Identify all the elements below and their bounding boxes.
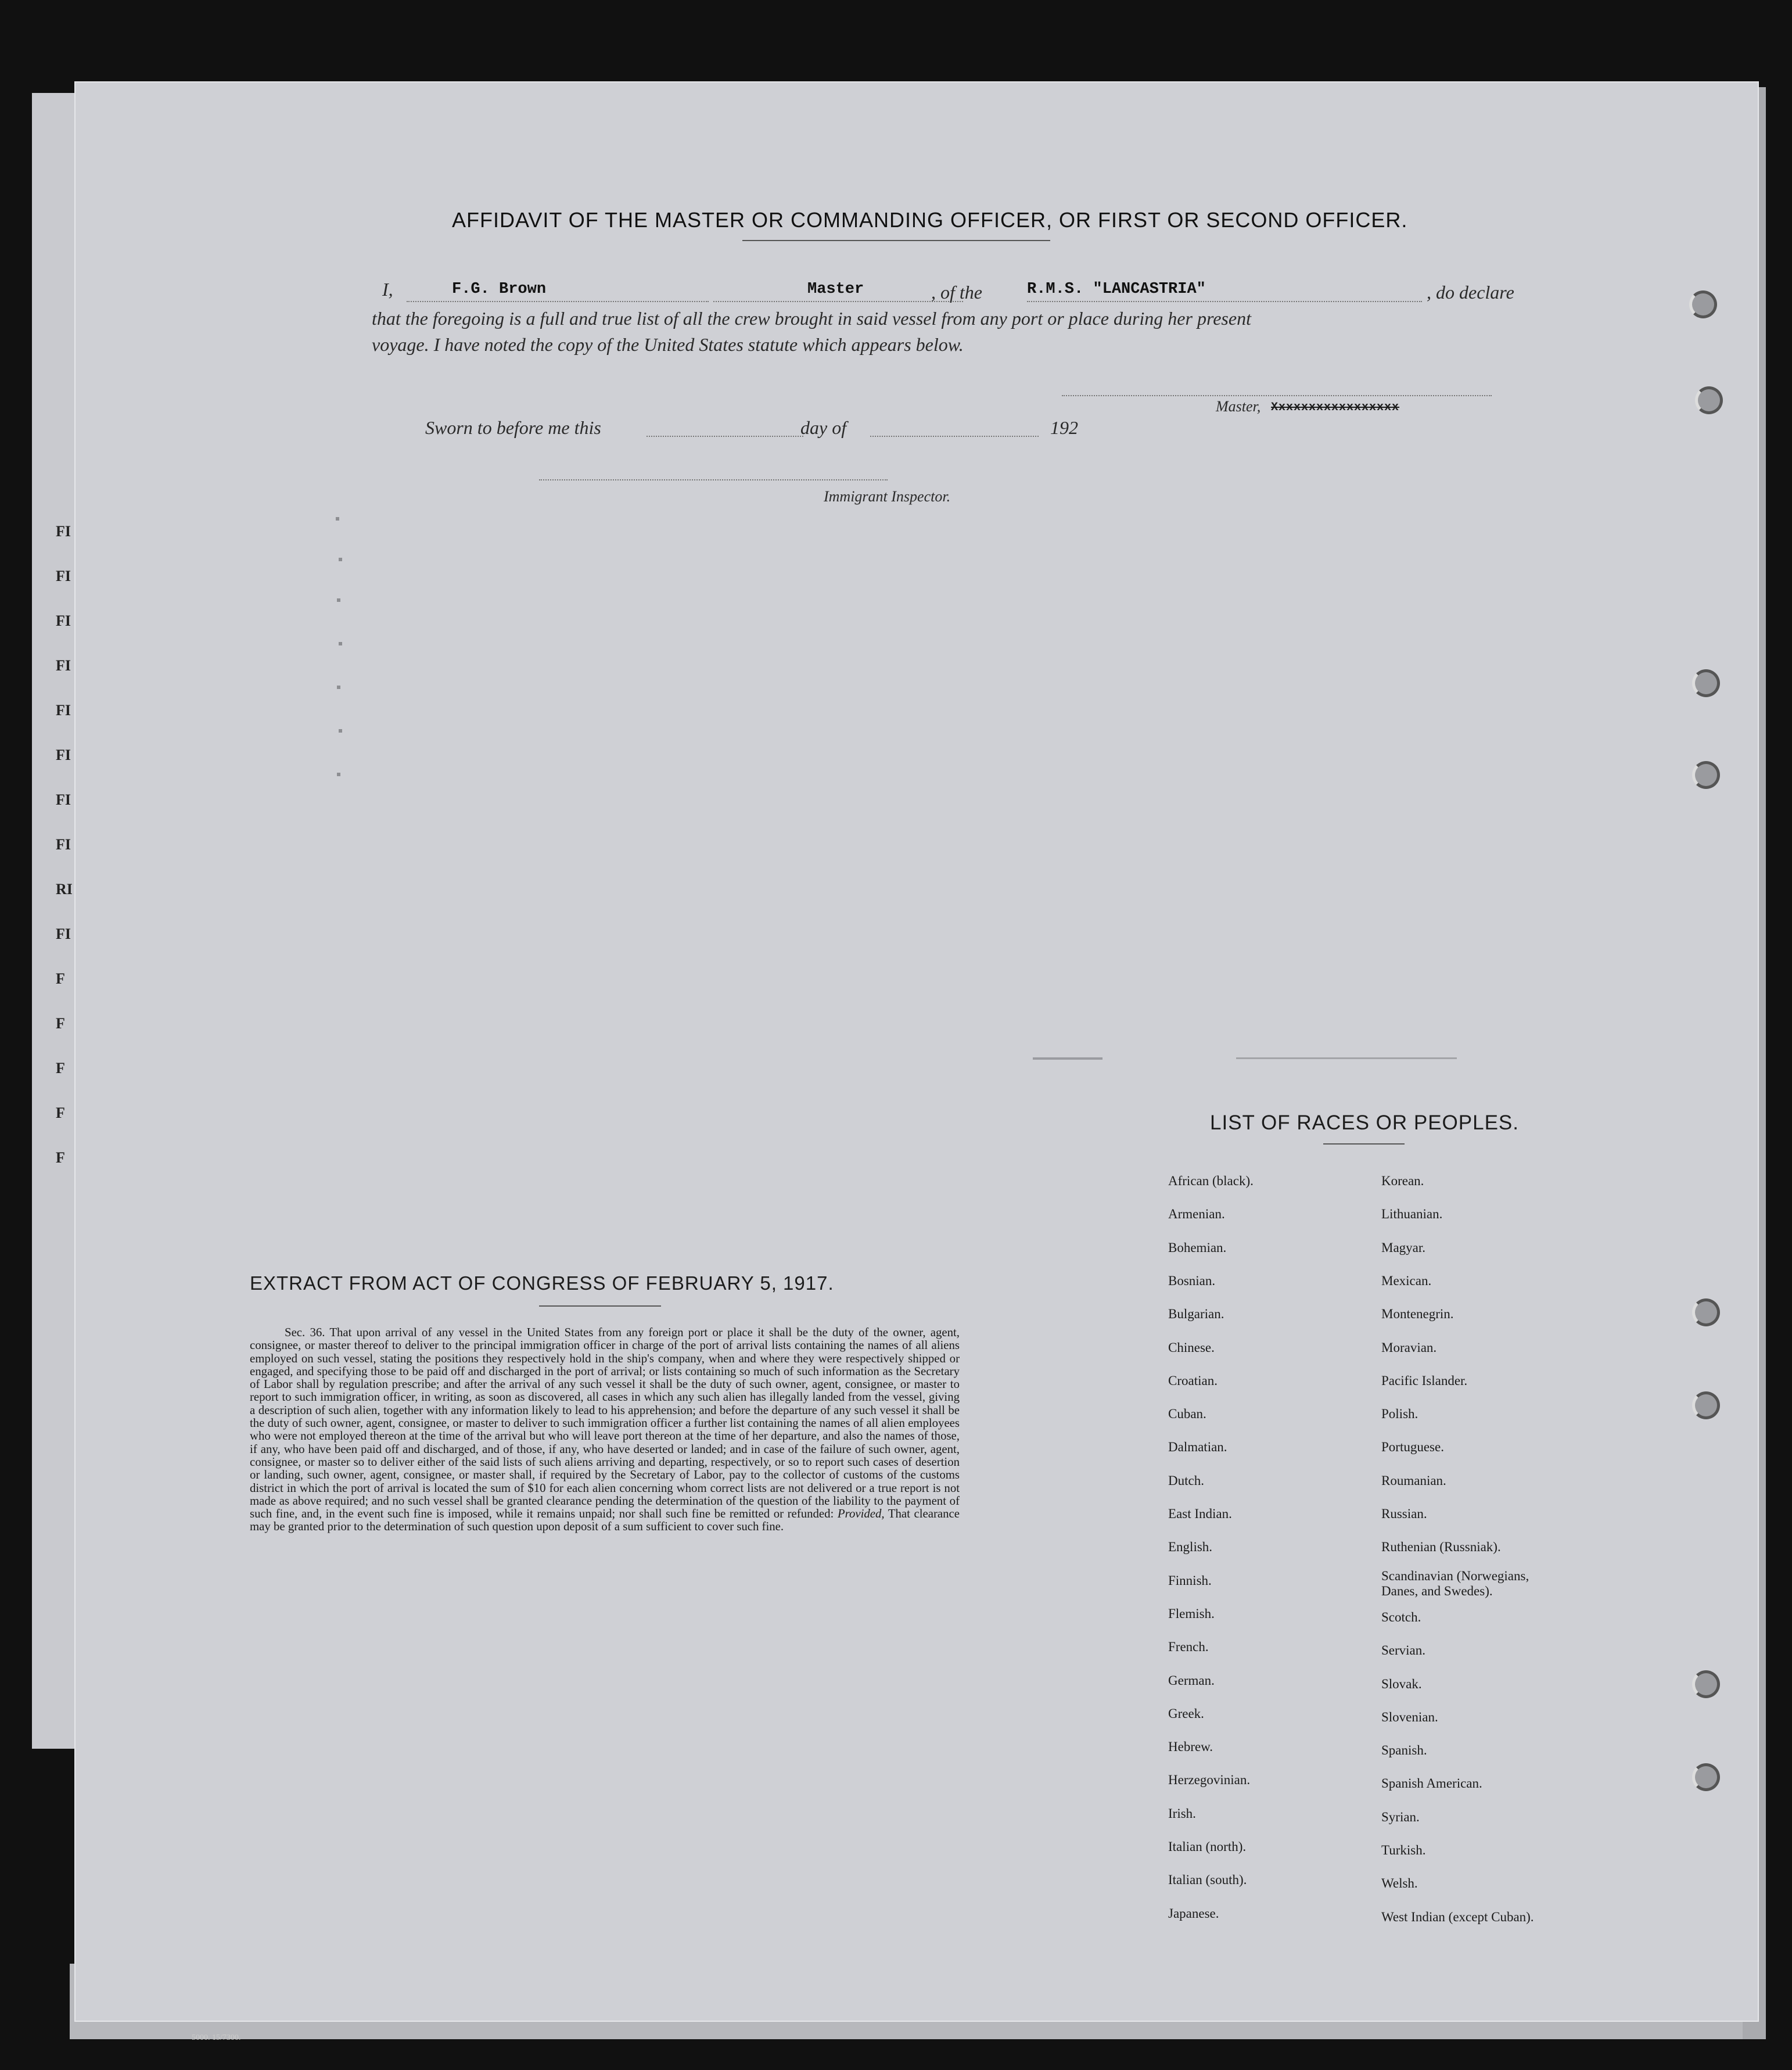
edge-mark: FI — [56, 612, 71, 629]
edge-mark: F — [56, 1015, 65, 1032]
edge-mark: FI — [56, 568, 71, 584]
rank-field-line — [713, 301, 963, 302]
races-title-divider — [1323, 1143, 1405, 1145]
vessel-field-line — [1027, 301, 1422, 302]
declare-label: , do declare — [1427, 282, 1514, 303]
race-item: Lithuanian. — [1381, 1207, 1443, 1222]
master-rank: Master — [807, 281, 864, 298]
edge-mark: FI — [56, 657, 71, 674]
faint-dash — [1033, 1057, 1103, 1060]
sworn-month-field — [870, 436, 1039, 437]
race-item: Pacific Islander. — [1381, 1373, 1468, 1388]
provided-text: That clearance may be granted prior to the determination of such question upon deposit of a sum sufficient to cover such fine. — [250, 1507, 960, 1534]
declarant-prefix: I, — [382, 279, 393, 300]
race-item: Armenian. — [1168, 1207, 1225, 1222]
provided-label: Provided, — [837, 1507, 885, 1521]
binder-hole-icon — [1692, 1391, 1720, 1419]
edge-mark: F — [56, 970, 65, 987]
edge-mark: FI — [56, 836, 71, 853]
race-item: Portuguese. — [1381, 1440, 1444, 1455]
edge-mark: RI — [56, 881, 73, 898]
binder-hole-icon — [1692, 761, 1720, 789]
edge-mark: FI — [56, 747, 71, 763]
race-item: Welsh. — [1381, 1876, 1418, 1891]
race-item: Italian (south). — [1168, 1872, 1247, 1888]
race-item: Roumanian. — [1381, 1473, 1446, 1488]
race-item: Mexican. — [1381, 1273, 1432, 1288]
race-item: Herzegovinian. — [1168, 1773, 1251, 1788]
race-item: Bosnian. — [1168, 1273, 1216, 1288]
edge-mark: F — [56, 1149, 65, 1166]
struck-title-text: Xxxxxxxxxxxxxxxxx — [1271, 401, 1400, 414]
sworn-day-field — [647, 436, 803, 437]
title-divider — [742, 240, 1050, 241]
race-item: Ruthenian (Russniak). — [1381, 1540, 1501, 1555]
race-item: Scotch. — [1381, 1609, 1421, 1624]
race-item: East Indian. — [1168, 1506, 1232, 1521]
edge-mark: FI — [56, 702, 71, 719]
race-item: Flemish. — [1168, 1606, 1215, 1621]
race-item: French. — [1168, 1640, 1209, 1655]
binder-hole-icon — [1692, 1763, 1720, 1791]
race-item: Bulgarian. — [1168, 1307, 1224, 1322]
vessel-name: R.M.S. "LANCASTRIA" — [1027, 281, 1206, 298]
of-the-label: , of the — [931, 282, 982, 303]
binder-hole-icon — [1689, 290, 1717, 318]
race-item: Chinese. — [1168, 1340, 1215, 1355]
race-item: Magyar. — [1381, 1240, 1426, 1255]
race-item: Cuban. — [1168, 1407, 1206, 1422]
declaration-line-2: that the foregoing is a full and true list of all the crew brought in said vessel from any port or place during her present — [372, 308, 1251, 329]
race-item: Spanish. — [1381, 1743, 1427, 1758]
race-item: Korean. — [1381, 1174, 1424, 1188]
race-item: English. — [1168, 1540, 1213, 1555]
edge-mark: FI — [56, 791, 71, 808]
race-item: Scandinavian (Norwegians, Danes, and Swedes). — [1381, 1568, 1529, 1598]
inspector-signature-line — [539, 479, 888, 480]
race-item: Finnish. — [1168, 1573, 1212, 1588]
edge-mark: FI — [56, 523, 71, 540]
binder-hole-icon — [1692, 669, 1720, 697]
binder-hole-icon — [1695, 386, 1723, 414]
edge-mark: FI — [56, 925, 71, 942]
extract-title-divider — [539, 1305, 661, 1307]
race-item: Hebrew. — [1168, 1739, 1213, 1755]
race-item: Slovak. — [1381, 1676, 1422, 1691]
declaration-line-3: voyage. I have noted the copy of the United States statute which appears below. — [372, 334, 964, 355]
race-item: Croatian. — [1168, 1373, 1218, 1388]
statute-text — [250, 1326, 960, 1534]
edge-mark: F — [56, 1060, 65, 1077]
races-title: LIST OF RACES OR PEOPLES. — [1210, 1111, 1520, 1134]
race-item: Bohemian. — [1168, 1240, 1227, 1255]
race-item: Slovenian. — [1381, 1709, 1438, 1724]
race-item: German. — [1168, 1673, 1215, 1688]
race-item: Syrian. — [1381, 1809, 1420, 1824]
immigrant-inspector-label: Immigrant Inspector. — [824, 488, 951, 505]
race-item: Russian. — [1381, 1506, 1427, 1521]
race-item: Dutch. — [1168, 1473, 1204, 1488]
faint-dash — [1236, 1057, 1457, 1059]
day-of-label: day of — [800, 417, 847, 438]
race-item: West Indian (except Cuban). — [1381, 1909, 1534, 1924]
race-item: Servian. — [1381, 1643, 1426, 1658]
form-number: 5000. 15/7300. — [192, 2033, 241, 2042]
document-sheet — [74, 81, 1759, 2022]
year-label: 192 — [1050, 417, 1078, 438]
extract-title: EXTRACT FROM ACT OF CONGRESS OF FEBRUARY 5, 1917. — [250, 1272, 834, 1294]
sworn-prefix: Sworn to before me this — [425, 417, 601, 438]
race-item: Irish. — [1168, 1806, 1196, 1821]
binder-hole-icon — [1692, 1298, 1720, 1326]
master-name: F.G. Brown — [452, 281, 547, 298]
master-signature-label: Master, — [1216, 398, 1261, 415]
statute-body: That upon arrival of any vessel in the United States from any foreign port or place it shall be the duty of the owner, agent, consignee, or master thereof to deliver to the principal immigration officer in charge of the port of arrival lists containing the names of all aliens employed on such vessel, stating the positions they respectively hold in the ship's company, when and where they were respectively shipped or engaged, and specifying those to be paid off and discharged in the port of arrival; or lists containing so much of such information as the Secretary of Labor shall by regulation prescribe; and after the arrival of any such vessel it shall be the duty of such owner, agent, consignee, or master to report to such immigration officer, in writing, as soon as discovered, all cases in which any such alien has illegally landed from the vessel, giving a description of such alien, together with any information likely to lead to his apprehension; and before the departure of any such vessel it shall be the duty of such owner, agent, consignee, or master to deliver to such immigration officer a further list containing the names of all alien employees who were not employed thereon at the time of the arrival but who will leave port thereon at the time of her departure, and also the names of those, if any, who have been paid off and discharged, and of those, if any, who have deserted or landed; and in case of the failure of such owner, agent, consignee, or master so to deliver either of the said lists of such aliens arriving and departing, respectively, or so to report such cases of desertion or landing, such owner, agent, consignee, or master shall, if required by the Secretary of Labor, pay to the collector of customs of the customs district in which the port of arrival is located the sum of $10 for each alien concerning whom correct lists are not delivered or a true report is not made as above required; and no such vessel shall be granted clearance pending the determination of the question of the liability to the payment of such fine, and, in the event such fine is imposed, while it remains unpaid; nor shall such fine be remitted or refunded: — [250, 1326, 960, 1521]
binder-hole-icon — [1692, 1670, 1720, 1698]
bleed-through-marks — [74, 511, 1643, 889]
edge-mark: F — [56, 1104, 65, 1121]
race-item: Greek. — [1168, 1706, 1204, 1721]
signature-line — [1062, 395, 1492, 396]
race-item: Spanish American. — [1381, 1776, 1482, 1791]
race-item: Japanese. — [1168, 1906, 1219, 1921]
section-label: Sec. 36. — [285, 1326, 325, 1339]
race-item: African (black). — [1168, 1174, 1254, 1188]
race-item: Moravian. — [1381, 1340, 1437, 1355]
name-field-line — [407, 301, 709, 302]
race-item: Turkish. — [1381, 1843, 1426, 1857]
race-item: Italian (north). — [1168, 1839, 1247, 1854]
affidavit-title: AFFIDAVIT OF THE MASTER OR COMMANDING OFFICER, OR FIRST OR SECOND OFFICER. — [452, 208, 1408, 232]
race-item: Montenegrin. — [1381, 1307, 1454, 1322]
race-item: Dalmatian. — [1168, 1440, 1227, 1455]
race-item: Polish. — [1381, 1407, 1418, 1422]
